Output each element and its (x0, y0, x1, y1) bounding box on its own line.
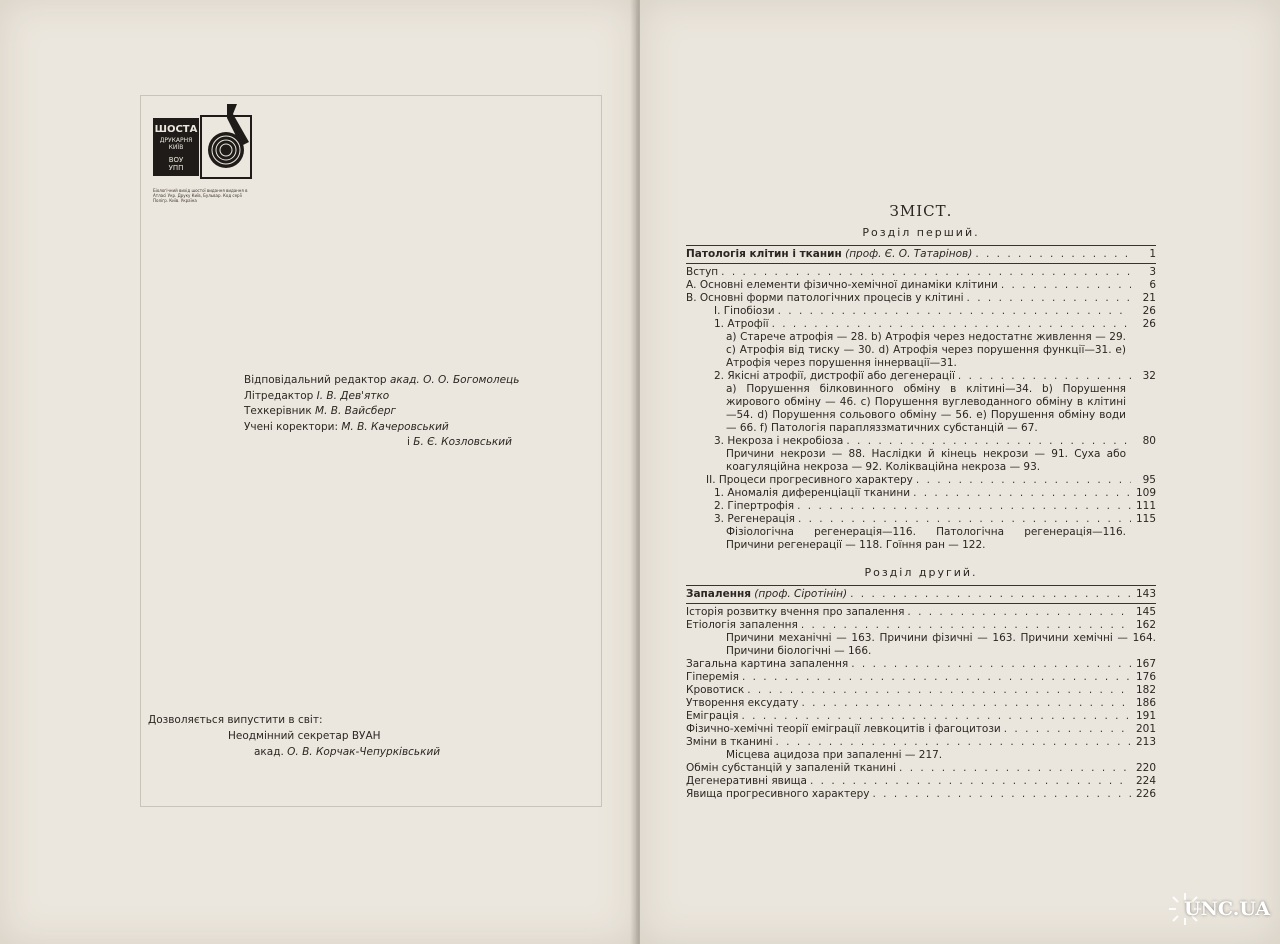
toc-entry-text: Загальна картина запалення (686, 658, 849, 670)
toc-row (686, 658, 1156, 671)
toc-row-qualitative (686, 370, 1156, 383)
site-watermark (1168, 888, 1278, 932)
section2-heading: Розділ другий. (864, 566, 978, 579)
chapter1-author: (проф. Є. О. Татарінов) (845, 248, 973, 260)
toc-row-necrosis (686, 435, 1156, 448)
section2-rule (686, 585, 1156, 586)
leader-dots (975, 248, 1131, 261)
imprimatur-line3 (148, 744, 440, 760)
chapter2-rule (686, 603, 1156, 604)
toc-entry-page: 3 (1149, 266, 1156, 278)
leader-dots (742, 671, 1131, 684)
toc-row (686, 500, 1156, 513)
toc-row (686, 710, 1156, 723)
leader-dots (741, 710, 1131, 723)
toc-entry-page: 21 (1142, 292, 1156, 304)
imprimatur-name: О. В. Корчак-Чепурківський (287, 746, 441, 758)
leader-dots (1004, 723, 1131, 736)
leader-dots (747, 684, 1131, 697)
toc-entry-text: Етіологія запалення (686, 619, 798, 631)
credit-lit-name: І. В. Дев'ятко (316, 389, 390, 402)
printing-press-icon (197, 102, 253, 182)
credit-proof-name2: Б. Є. Козловський (413, 436, 512, 448)
toc-subentries-regeneration: Фізіологічна регенерація—116. Патологічна регенерація—116. Причини регенерації — 118. Гоїння ран — 122. (726, 526, 1126, 551)
toc-entry-page: 226 (1135, 788, 1156, 800)
toc-row (686, 736, 1156, 749)
toc-entry-page: 220 (1135, 762, 1156, 774)
toc-entry-page: 109 (1135, 487, 1156, 499)
toc-entry-text: Еміграція (686, 710, 739, 722)
credit-proof-second (244, 435, 519, 451)
toc-row-hypobiosis (686, 305, 1156, 318)
leader-dots (850, 588, 1131, 601)
leader-dots (958, 370, 1131, 383)
toc-subentries-etiology: Причини механічні — 163. Причини фізичні — 163. Причини хемічні — 164. Причини біологічні — 166. (726, 632, 1156, 657)
chapter2-row (686, 588, 1156, 601)
leader-dots (907, 606, 1131, 619)
credit-lit-editor (244, 389, 519, 405)
chapter1-title: Патологія клітин і тканин (686, 248, 842, 260)
toc-subentries-necrosis: Причини некрози — 88. Наслідки й кінець некрози — 91. Суха або коагуляційна некроза — 92. Колікваційна некроза — 93. (726, 448, 1126, 473)
toc-entry-page: 26 (1142, 318, 1156, 330)
toc-entry-text: Утворення ексудату (686, 697, 799, 709)
toc-entry-page: 176 (1135, 671, 1156, 683)
toc-entry-page: 182 (1135, 684, 1156, 696)
leader-dots (797, 500, 1131, 513)
toc-entry-text: II. Процеси прогресивного характеру (706, 474, 913, 486)
toc-entry-text: Обмін субстанцій у запаленій тканині (686, 762, 897, 774)
leader-dots (778, 305, 1131, 318)
toc-row (686, 487, 1156, 500)
toc-entry-page: 186 (1135, 697, 1156, 709)
toc-row (686, 762, 1156, 775)
toc-entry-text: Явища прогресивного характеру (686, 788, 870, 800)
credit-editor (244, 373, 519, 389)
logo-line5: УПП (168, 164, 184, 172)
section1-heading: Розділ перший. (862, 226, 980, 239)
chapter2-title: Запалення (686, 588, 751, 600)
leader-dots (872, 788, 1131, 801)
chapter2-page: 143 (1135, 588, 1156, 600)
toc-entry-page: 26 (1142, 305, 1156, 317)
toc-row (686, 723, 1156, 736)
toc-entry-text: I. Гіпобіози (714, 305, 775, 317)
toc-row (686, 513, 1156, 526)
imprimatur-prefix: акад. (254, 746, 284, 758)
toc-entry-text: 3. Некроза і некробіоза (714, 435, 844, 447)
toc-entry-page: 32 (1142, 370, 1156, 382)
toc-row-atrophy (686, 318, 1156, 331)
section1-rule (686, 245, 1156, 246)
credit-proof-name1: М. В. Качеровський (341, 420, 449, 433)
toc-entry-text: В. Основні форми патологічних процесів у клітині (686, 292, 964, 304)
imprimatur-block (148, 712, 440, 760)
toc-entry-text: Кровотиск (686, 684, 745, 696)
logo-line4: ВОУ (168, 156, 184, 164)
logo-line3: КИЇВ (168, 144, 184, 151)
toc-subentries-tissue: Місцева ацидоза при запаленні — 217. (726, 749, 943, 761)
toc-row-progressive (686, 474, 1156, 487)
toc-row (686, 606, 1156, 619)
table-of-contents (686, 202, 1156, 801)
toc-entry-page: 145 (1135, 606, 1156, 618)
toc-entry-page: 162 (1135, 619, 1156, 631)
printer-logo-box (153, 118, 199, 176)
leader-dots (801, 697, 1131, 710)
credit-tech (244, 404, 519, 420)
credit-proof (244, 420, 519, 436)
leader-dots (798, 513, 1131, 526)
leader-dots (916, 474, 1131, 487)
toc-entry-page: 191 (1135, 710, 1156, 722)
toc-entry-text: 1. Атрофії (714, 318, 769, 330)
toc-row (686, 788, 1156, 801)
toc-entry-text: 2. Гіпертрофія (714, 500, 795, 512)
toc-entry-text: 1. Аномалія диференціації тканини (714, 487, 911, 499)
leader-dots (846, 435, 1131, 448)
toc-entry-page: 201 (1135, 723, 1156, 735)
credit-editor-label: Відповідальний редактор (244, 374, 387, 386)
logo-line1: ШОСТА (154, 124, 198, 135)
leader-dots (776, 736, 1132, 749)
leader-dots (721, 266, 1131, 279)
credit-proof-and: і (407, 436, 410, 448)
credit-lit-label: Літредактор (244, 389, 314, 402)
toc-row (686, 684, 1156, 697)
logo-caption: Біологічний вихід шостої видання видання в Атласі Укр. Друку Київ, Бульвар. Код серії Полігр. Київ. Україна (153, 188, 248, 203)
toc-row (686, 266, 1156, 279)
toc-entry-page: 6 (1149, 279, 1156, 291)
toc-entry-text: Зміни в тканині (686, 736, 773, 748)
credits-block (244, 373, 519, 451)
toc-entry-text: 2. Якісні атрофії, дистрофії або дегенерації (714, 370, 955, 382)
toc-subentries-qualitative: а) Порушення білковинного обміну в клітині—34. b) Порушення жирового обміну — 46. c) Порушення вуглеводанного обміну в клітині—54. d) Порушення сольового обміну — 56. e) Порушення обміну води — 66. f) Патологія парапляззматичних субстанцій — 67. (726, 383, 1126, 434)
printer-logo (153, 102, 253, 202)
toc-entry-page: 111 (1135, 500, 1156, 512)
leader-dots (1001, 279, 1131, 292)
logo-line2: ДРУКАРНЯ (159, 137, 193, 144)
toc-entry-text: А. Основні елементи фізично-хемічної динаміки клітини (686, 279, 998, 291)
left-page (0, 0, 636, 944)
leader-dots (772, 318, 1131, 331)
toc-title: ЗМІСТ. (889, 202, 953, 220)
leader-dots (967, 292, 1131, 305)
toc-entry-page: 213 (1135, 736, 1156, 748)
toc-row (686, 697, 1156, 710)
toc-entry-text: Вступ (686, 266, 719, 278)
chapter2-author: (проф. Сіротінін) (754, 588, 848, 600)
toc-entry-text: 3. Регенерація (714, 513, 795, 525)
leader-dots (810, 775, 1131, 788)
toc-row (686, 775, 1156, 788)
toc-entry-page: 80 (1142, 435, 1156, 447)
toc-row (686, 279, 1156, 292)
credit-tech-label: Техкерівник (244, 405, 312, 417)
leader-dots (851, 658, 1131, 671)
toc-entry-page: 224 (1135, 775, 1156, 787)
toc-entry-page: 95 (1142, 474, 1156, 486)
toc-subentries-atrophy: а) Старече атрофія — 28. b) Атрофія через недостатнє живлення — 29. c) Атрофія від тиску — 30. d) Атрофія через порушення функції—31. e) Атрофія через порушення іннервації—31. (726, 331, 1126, 369)
leader-dots (801, 619, 1131, 632)
toc-entry-page: 167 (1135, 658, 1156, 670)
toc-row (686, 619, 1156, 632)
toc-entry-text: Історія розвитку вчення про запалення (686, 606, 905, 618)
watermark-text: UNC.UA (1184, 898, 1271, 920)
leader-dots (899, 762, 1131, 775)
credit-tech-name: М. В. Вайсберг (315, 405, 397, 417)
toc-entry-text: Гіперемія (686, 671, 739, 683)
leader-dots (913, 487, 1131, 500)
imprimatur-line2: Неодмінний секретар ВУАН (228, 730, 381, 742)
credit-proof-label: Учені коректори: (244, 420, 338, 433)
toc-row (686, 671, 1156, 684)
toc-row (686, 292, 1156, 305)
chapter1-rule (686, 263, 1156, 264)
toc-entry-text: Фізично-хемічні теорії еміграції левкоцитів і фагоцитози (686, 723, 1001, 735)
chapter1-page: 1 (1149, 248, 1156, 260)
imprimatur-line1: Дозволяється випустити в світ: (148, 714, 323, 726)
toc-entry-page: 115 (1135, 513, 1156, 525)
chapter1-row (686, 248, 1156, 261)
credit-editor-name: акад. О. О. Богомолець (389, 374, 520, 386)
toc-entry-text: Дегенеративні явища (686, 775, 807, 787)
